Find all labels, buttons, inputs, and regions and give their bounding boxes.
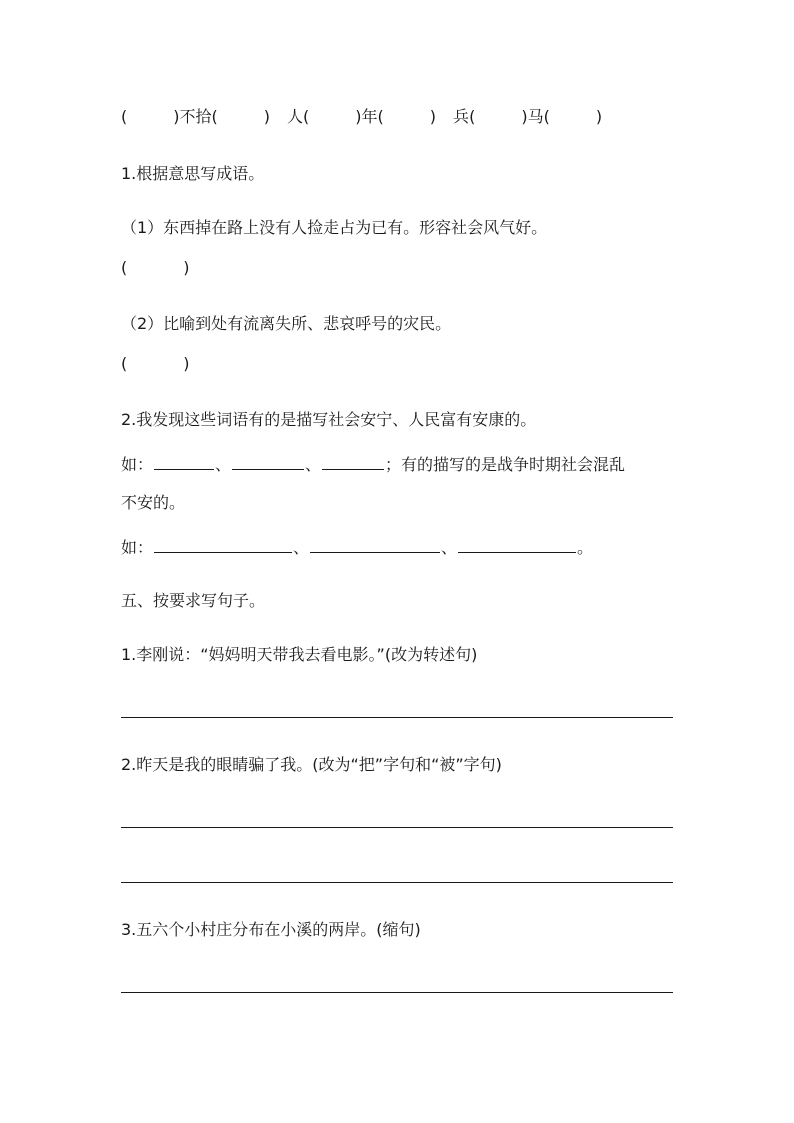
- paren-open: (: [303, 107, 310, 126]
- paren-open: (: [121, 354, 128, 373]
- idiom-text: 年: [361, 107, 378, 126]
- paren-open: (: [121, 258, 128, 277]
- idiom-text: 马: [527, 107, 544, 126]
- paren-open: (: [121, 107, 128, 126]
- answer-blank[interactable]: [322, 453, 384, 470]
- paren-close: ): [183, 258, 190, 277]
- paren-close: ): [355, 107, 362, 126]
- separator: 、: [305, 455, 322, 474]
- answer-blank[interactable]: [154, 536, 292, 553]
- answer-line[interactable]: [121, 827, 673, 828]
- section5-q1: 1.李刚说：“妈妈明天带我去看电影。”(改为转述句): [121, 645, 478, 664]
- idiom-fill-row: [121, 106, 602, 128]
- answer-blank[interactable]: [232, 453, 304, 470]
- idiom-text: 不拾: [179, 107, 212, 126]
- paren-close: ): [263, 107, 271, 126]
- paren-close: ): [429, 107, 437, 126]
- answer-blank[interactable]: [458, 536, 576, 553]
- paren-open: (: [469, 107, 476, 126]
- idiom-text: 兵: [453, 107, 470, 126]
- paren-close: ): [521, 107, 528, 126]
- paren-open: (: [543, 107, 550, 126]
- q2-row1: [121, 453, 625, 475]
- q1-item1-answer[interactable]: [121, 257, 190, 279]
- answer-line[interactable]: [121, 882, 673, 883]
- paren-close: ): [183, 354, 190, 373]
- paren-open: (: [211, 107, 218, 126]
- q1-item2: （2）比喻到处有流离失所、悲哀呼号的灾民。: [121, 314, 452, 333]
- idiom-text: 人: [287, 107, 304, 126]
- answer-line[interactable]: [121, 992, 673, 993]
- section5-q2: 2.昨天是我的眼睛骗了我。(改为“把”字句和“被”字句): [121, 755, 502, 774]
- paren-open: (: [377, 107, 384, 126]
- q2-row1-suffix: ；有的描写的是战争时期社会混乱: [385, 455, 626, 474]
- paren-close: ): [595, 107, 603, 126]
- section5-heading: 五、按要求写句子。: [121, 591, 266, 610]
- q2-row1-prefix: 如：: [121, 455, 154, 474]
- separator: 、: [293, 538, 310, 557]
- separator: 、: [215, 455, 232, 474]
- q2-row3: [121, 536, 593, 558]
- answer-blank[interactable]: [310, 536, 440, 553]
- q2-row2: 不安的。: [121, 493, 186, 512]
- answer-line[interactable]: [121, 717, 673, 718]
- paren-close: ): [173, 107, 180, 126]
- q1-item2-answer[interactable]: [121, 353, 190, 375]
- q2-title: 2.我发现这些词语有的是描写社会安宁、人民富有安康的。: [121, 410, 537, 429]
- q1-title: 1.根据意思写成语。: [121, 164, 265, 183]
- answer-blank[interactable]: [154, 453, 214, 470]
- q2-row3-prefix: 如：: [121, 538, 154, 557]
- q1-item1: （1）东西掉在路上没有人捡走占为已有。形容社会风气好。: [121, 218, 548, 237]
- section5-q3: 3.五六个小村庄分布在小溪的两岸。(缩句): [121, 920, 421, 939]
- separator: 、: [441, 538, 458, 557]
- q2-row3-end: 。: [577, 538, 594, 557]
